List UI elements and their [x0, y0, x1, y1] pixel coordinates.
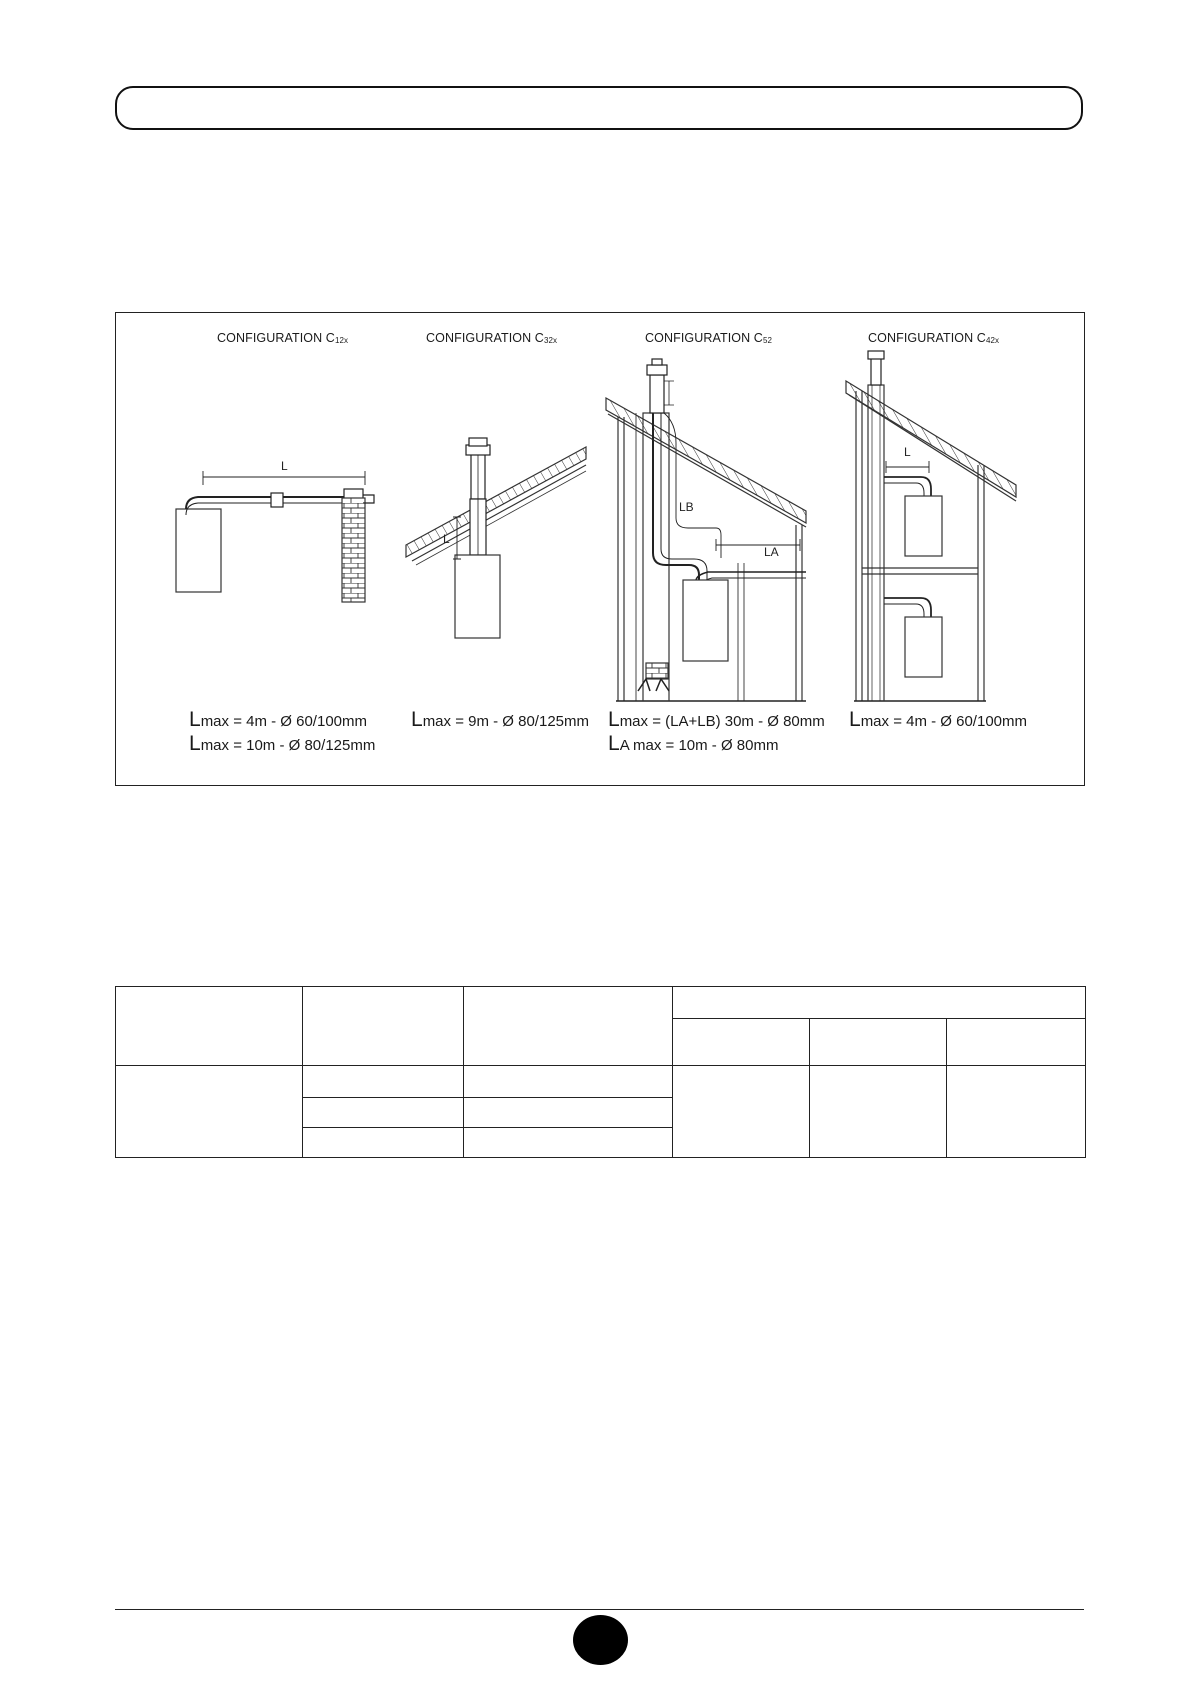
page-number-badge — [573, 1615, 628, 1665]
table-cell — [302, 1097, 463, 1127]
c32x-title: CONFIGURATION $C_{32x}$ — [426, 331, 558, 345]
c52-title: CONFIGURATION $C_{52}$ — [645, 331, 773, 345]
table-cell — [673, 1066, 810, 1158]
c12x-title: CONFIGURATION $C_{12x}$ — [217, 331, 349, 345]
table-cell — [673, 987, 1086, 1019]
table-cell — [463, 1066, 673, 1097]
table-row — [116, 1066, 1086, 1097]
table-cell — [116, 987, 303, 1066]
table-cell — [463, 1097, 673, 1127]
c12x-formula-2: Lmax = 10m - Ø 80/125mm — [189, 732, 376, 755]
table-cell — [302, 987, 463, 1066]
flue-configurations-figure — [115, 312, 1085, 786]
c42x-formula-1: Lmax = 4m - Ø 60/100mm — [849, 708, 1027, 731]
table-row — [116, 987, 1086, 1019]
config-c42x-diagram — [846, 351, 1016, 701]
table-cell — [302, 1066, 463, 1097]
table-cell — [810, 1019, 947, 1066]
c42x-length-label: L — [904, 445, 911, 459]
c52-label-lb: LB — [679, 500, 694, 514]
config-c32x-diagram — [406, 438, 586, 638]
table-cell — [302, 1127, 463, 1157]
table-cell — [947, 1019, 1086, 1066]
c42x-title: CONFIGURATION $C_{42x}$ — [868, 331, 1000, 345]
table-cell — [810, 1066, 947, 1158]
table-cell — [463, 987, 673, 1066]
table-cell — [463, 1127, 673, 1157]
c52-formula-1: Lmax = (LA+LB) 30m - Ø 80mm — [608, 708, 825, 731]
footer-rule — [115, 1609, 1084, 1610]
c52-formula-2: LA max = 10m - Ø 80mm — [608, 732, 779, 755]
spec-table — [115, 986, 1086, 1158]
c12x-formula-1: Lmax = 4m - Ø 60/100mm — [189, 708, 367, 731]
c52-label-la: LA — [764, 545, 779, 559]
config-c12x-diagram — [176, 459, 374, 602]
table-cell — [673, 1019, 810, 1066]
config-c52-diagram — [606, 359, 806, 701]
c32x-formula-1: Lmax = 9m - Ø 80/125mm — [411, 708, 589, 731]
table-cell — [947, 1066, 1086, 1158]
c32x-length-label: L — [443, 532, 450, 546]
c12x-length-label: L — [281, 459, 288, 473]
table-cell — [116, 1066, 303, 1158]
section-title-frame — [115, 86, 1083, 130]
